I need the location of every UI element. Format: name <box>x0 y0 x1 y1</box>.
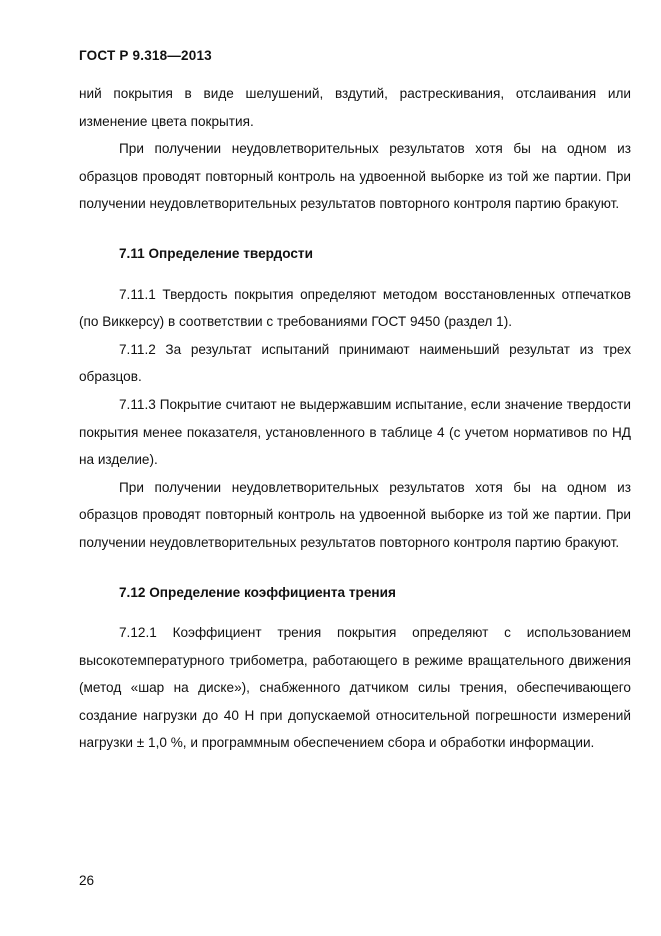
paragraph-7-12-1: 7.12.1 Коэффициент трения покрытия определяют с использованием высокотемпературного трибометра, работающего в режиме вращательного движения (метод «шар на диске»), снабженного датчиком силы трения, обеспечивающего создание нагрузки до 40 Н при допускаемой относительной погрешности измерений нагрузки ± 1,0 %, и программным обеспечением сбора и обработки информации. <box>79 625 631 751</box>
document-body <box>79 80 631 757</box>
paragraph-7-11-3: 7.11.3 Покрытие считают не выдержавшим испытание, если значение твердости покрытия менее показателя, установленного в таблице 4 (с учетом нормативов по НД на изделие). <box>79 396 631 468</box>
paragraph-retest-rule: При получении неудовлетворительных результатов хотя бы на одном из образцов проводят повторный контроль на удвоенной выборке из той же партии. При получении неудовлетворительных результатов повторного контроля партию бракуют. <box>79 141 631 212</box>
paragraph-continuation: ний покрытия в виде шелушений, вздутий, растрескивания, отслаивания или изменение цвета покрытия. <box>79 86 631 129</box>
paragraph-7-11-2: 7.11.2 За результат испытаний принимают наименьший результат из трех образцов. <box>79 341 631 385</box>
page-number: 26 <box>79 873 95 888</box>
paragraph-retest-rule-2: При получении неудовлетворительных результатов хотя бы на одном из образцов проводят повторный контроль на удвоенной выборке из той же партии. При получении неудовлетворительных результатов повторного контроля партию бракуют. <box>79 479 631 550</box>
section-heading-7-11: 7.11 Определение твердости <box>119 245 313 261</box>
paragraph-7-11-1: 7.11.1 Твердость покрытия определяют методом восстановленных отпечатков (по Виккерсу) в соответствии с требованиями ГОСТ 9450 (раздел 1). <box>79 286 631 330</box>
document-code-header: ГОСТ Р 9.318—2013 <box>79 48 212 63</box>
section-heading-7-12: 7.12 Определение коэффициента трения <box>119 584 396 600</box>
